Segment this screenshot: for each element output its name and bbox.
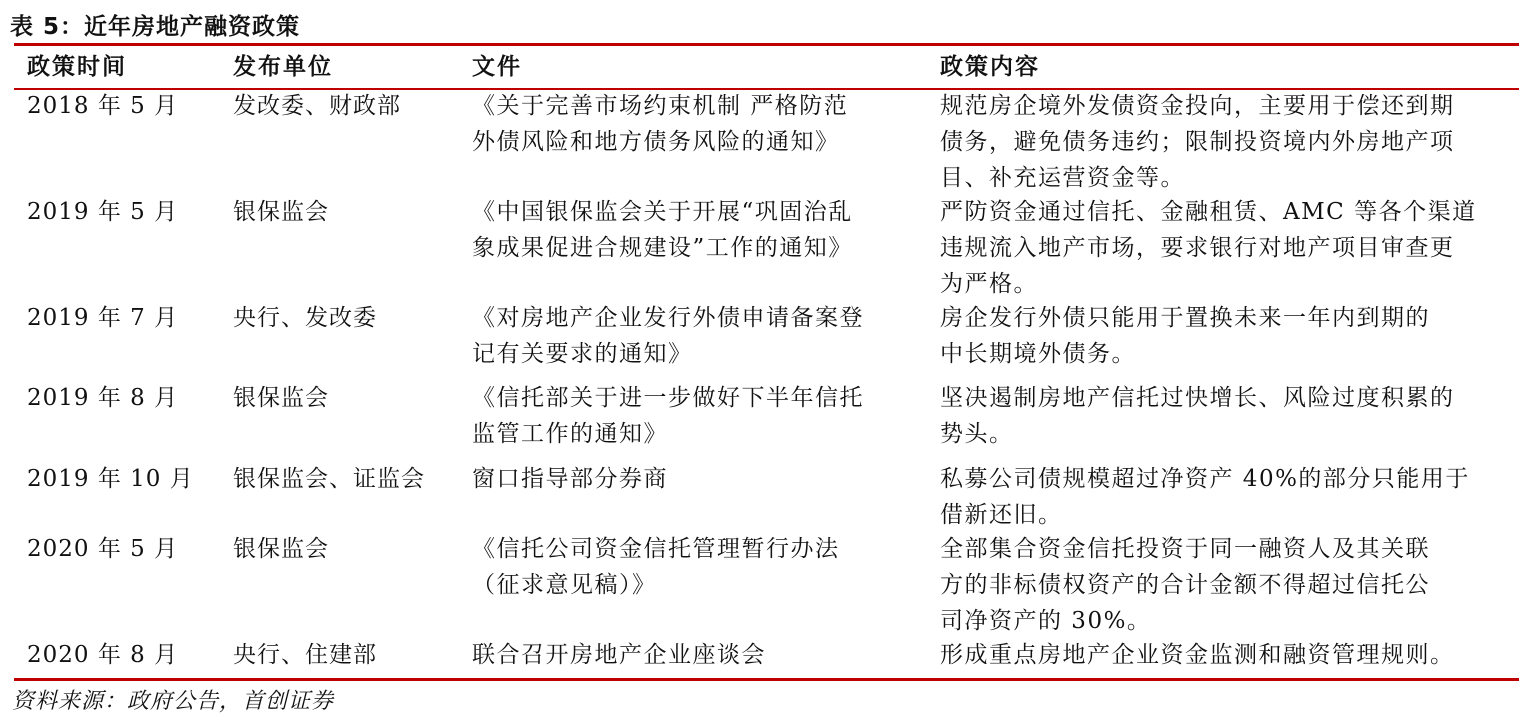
row-file xyxy=(472,380,912,452)
header-file: 文件 xyxy=(472,54,522,80)
row-unit: 央行、发改委 xyxy=(233,305,377,331)
row-date: 2019 年 8 月 xyxy=(27,385,179,411)
row-file xyxy=(472,531,912,603)
row-content xyxy=(940,461,1510,533)
row-content xyxy=(940,88,1510,196)
row-content-line: 全部集合资金信托投资于同一融资人及其关联 xyxy=(940,536,1430,562)
row-file-line: 《关于完善市场约束机制 严格防范 xyxy=(472,93,849,119)
row-file xyxy=(472,300,912,372)
row-unit: 银保监会、证监会 xyxy=(233,466,425,492)
row-file-line: （征求意见稿）》 xyxy=(472,572,657,598)
row-file xyxy=(472,194,912,266)
row-file-line: 联合召开房地产企业座谈会 xyxy=(472,642,766,668)
header-date: 政策时间 xyxy=(27,54,127,80)
row-content-line: 坚决遏制房地产信托过快增长、风险过度积累的 xyxy=(940,385,1455,411)
row-date: 2020 年 5 月 xyxy=(27,536,179,562)
table-bottom-rule xyxy=(14,678,1519,681)
row-file-line: 监管工作的通知》 xyxy=(472,421,668,447)
row-date: 2019 年 7 月 xyxy=(27,305,179,331)
header-content: 政策内容 xyxy=(940,54,1040,80)
row-date: 2020 年 8 月 xyxy=(27,642,179,668)
row-date: 2019 年 5 月 xyxy=(27,199,179,225)
row-unit: 央行、住建部 xyxy=(233,642,377,668)
row-file xyxy=(472,637,912,673)
row-file xyxy=(472,461,912,497)
row-unit: 银保监会 xyxy=(233,385,329,411)
row-content-line: 房企发行外债只能用于置换未来一年内到期的 xyxy=(940,305,1430,331)
row-content-line: 严防资金通过信托、金融租赁、AMC 等各个渠道 xyxy=(940,199,1477,225)
source-note: 资料来源：政府公告，首创证券 xyxy=(12,689,335,714)
row-content-line: 借新还旧。 xyxy=(940,502,1063,528)
row-content-line: 规范房企境外发债资金投向，主要用于偿还到期 xyxy=(940,93,1455,119)
row-content-line: 违规流入地产市场，要求银行对地产项目审查更 xyxy=(940,235,1455,261)
row-content xyxy=(940,531,1510,639)
row-content xyxy=(940,637,1510,673)
row-content-line: 中长期境外债务。 xyxy=(940,341,1136,367)
table-top-rule xyxy=(14,43,1519,46)
row-file-line: 《中国银保监会关于开展“巩固治乱 xyxy=(472,199,853,225)
header-unit: 发布单位 xyxy=(233,54,333,80)
row-file-line: 《信托公司资金信托管理暂行办法 xyxy=(472,536,840,562)
row-content xyxy=(940,194,1510,302)
row-file-line: 《信托部关于进一步做好下半年信托 xyxy=(472,385,864,411)
row-content-line: 私募公司债规模超过净资产 40%的部分只能用于 xyxy=(940,466,1470,492)
row-content-line: 形成重点房地产企业资金监测和融资管理规则。 xyxy=(940,642,1455,668)
row-file xyxy=(472,88,912,160)
row-date: 2018 年 5 月 xyxy=(27,93,179,119)
row-file-line: 象成果促进合规建设”工作的通知》 xyxy=(472,235,853,261)
row-content-line: 方的非标债权资产的合计金额不得超过信托公 xyxy=(940,572,1430,598)
row-unit: 发改委、财政部 xyxy=(233,93,401,119)
row-content-line: 司净资产的 30%。 xyxy=(940,608,1152,634)
row-content-line: 势头。 xyxy=(940,421,1014,447)
row-date: 2019 年 10 月 xyxy=(27,466,194,492)
row-file-line: 外债风险和地方债务风险的通知》 xyxy=(472,129,840,155)
row-content-line: 目、补充运营资金等。 xyxy=(940,165,1185,191)
row-file-line: 窗口指导部分券商 xyxy=(472,466,668,492)
row-content xyxy=(940,300,1510,372)
row-unit: 银保监会 xyxy=(233,199,329,225)
row-content-line: 债务，避免债务违约；限制投资境内外房地产项 xyxy=(940,129,1455,155)
row-content xyxy=(940,380,1510,452)
table-title: 表 5：近年房地产融资政策 xyxy=(10,14,301,40)
row-file-line: 记有关要求的通知》 xyxy=(472,341,693,367)
row-content-line: 为严格。 xyxy=(940,271,1038,297)
row-unit: 银保监会 xyxy=(233,536,329,562)
row-file-line: 《对房地产企业发行外债申请备案登 xyxy=(472,305,864,331)
